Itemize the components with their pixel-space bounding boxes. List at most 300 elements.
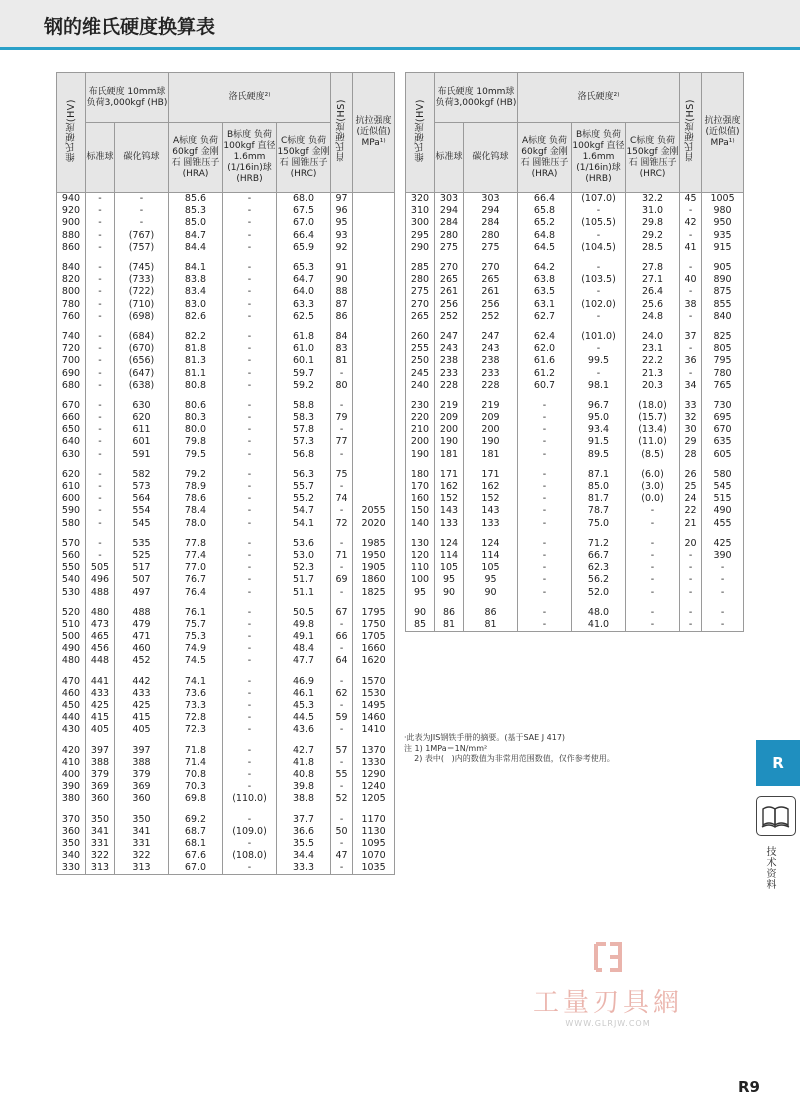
table-cell: 238 (464, 355, 518, 367)
table-cell: 390 (702, 550, 744, 562)
table-cell: - (518, 518, 572, 531)
cell-hv: 780 (57, 299, 86, 311)
table-cell: 425 (86, 700, 115, 712)
header-rockwell: 洛氏硬度²⁾ (169, 73, 331, 123)
table-cell: - (626, 530, 680, 550)
table-row (57, 299, 395, 311)
table-cell: - (223, 286, 277, 298)
table-cell: - (223, 757, 277, 769)
table-cell: 1570 (353, 668, 395, 688)
table-cell: 26.4 (626, 286, 680, 298)
table-row (57, 217, 395, 229)
table-cell: 535 (115, 530, 169, 550)
table-cell: 573 (115, 481, 169, 493)
table-cell: - (331, 781, 353, 793)
table-cell: 1860 (353, 574, 395, 586)
table-cell: - (331, 392, 353, 412)
table-cell: 74.5 (169, 655, 223, 668)
table-cell: 133 (464, 518, 518, 531)
table-cell: 313 (115, 862, 169, 875)
table-cell: 95 (331, 217, 353, 229)
table-cell: - (223, 242, 277, 255)
header-hs: 肖氏硬度(HS) (331, 73, 353, 193)
table-cell: 83.4 (169, 286, 223, 298)
table-cell: 95 (435, 574, 464, 586)
table-cell: 74 (331, 493, 353, 505)
table-cell: - (680, 205, 702, 217)
table-cell: 670 (702, 424, 744, 436)
table-row (57, 826, 395, 838)
cell-hv: 100 (406, 574, 435, 586)
table-cell: 52 (331, 793, 353, 806)
table-cell: 71.2 (572, 530, 626, 550)
table-cell: 1290 (353, 769, 395, 781)
table-cell: - (518, 461, 572, 481)
table-cell: (647) (115, 367, 169, 379)
table-cell: 1795 (353, 599, 395, 619)
table-cell: 38 (680, 299, 702, 311)
table-cell: 57.3 (277, 436, 331, 448)
table-row (406, 449, 744, 462)
table-cell: 388 (115, 757, 169, 769)
table-cell: 82.2 (169, 323, 223, 343)
table-cell: 152 (435, 493, 464, 505)
cell-hv: 440 (57, 712, 86, 724)
table-row (406, 323, 744, 343)
cell-hv: 580 (57, 518, 86, 531)
table-cell: - (626, 586, 680, 599)
table-cell: 114 (464, 550, 518, 562)
table-cell: - (86, 286, 115, 298)
table-cell: 441 (86, 668, 115, 688)
table-row (406, 619, 744, 632)
table-cell: 79.8 (169, 436, 223, 448)
table-cell: 29.2 (626, 230, 680, 242)
table-cell: - (572, 367, 626, 379)
cell-hv: 420 (57, 737, 86, 757)
table-row (57, 586, 395, 599)
cell-hv: 400 (57, 769, 86, 781)
table-cell: 34 (680, 380, 702, 393)
table-cell: - (223, 323, 277, 343)
table-cell: 95.0 (572, 412, 626, 424)
table-cell: 63.1 (518, 299, 572, 311)
table-cell: - (223, 436, 277, 448)
table-cell: 84.7 (169, 230, 223, 242)
section-tab[interactable]: R (756, 740, 800, 786)
table-row (57, 493, 395, 505)
table-cell: 190 (464, 436, 518, 448)
table-row (406, 193, 744, 206)
table-cell: (767) (115, 230, 169, 242)
cell-hv: 90 (406, 599, 435, 619)
table-cell: - (518, 530, 572, 550)
table-cell: - (518, 562, 572, 574)
table-cell: - (626, 518, 680, 531)
table-cell: (670) (115, 343, 169, 355)
watermark-brand: 工量刃具網 (532, 988, 683, 1018)
table-cell: - (86, 424, 115, 436)
table-cell: - (680, 574, 702, 586)
table-cell: 50.5 (277, 599, 331, 619)
table-cell: 86 (435, 599, 464, 619)
table-cell: - (331, 724, 353, 737)
table-cell: - (223, 550, 277, 562)
table-cell: 56.8 (277, 449, 331, 462)
cell-hv: 350 (57, 838, 86, 850)
table-cell: 780 (702, 367, 744, 379)
cell-hv: 260 (406, 323, 435, 343)
table-cell: (6.0) (626, 461, 680, 481)
table-cell: 93 (331, 230, 353, 242)
cell-hv: 500 (57, 631, 86, 643)
table-row (57, 862, 395, 875)
table-row (406, 311, 744, 324)
table-cell: 20 (680, 530, 702, 550)
table-cell: (15.7) (626, 412, 680, 424)
table-cell: - (223, 299, 277, 311)
table-cell: (104.5) (572, 242, 626, 255)
table-cell: 81 (464, 619, 518, 632)
table-cell: (107.0) (572, 193, 626, 206)
table-cell: - (115, 193, 169, 206)
table-cell: - (86, 392, 115, 412)
table-cell: 171 (435, 461, 464, 481)
table-cell: 61.8 (277, 323, 331, 343)
cell-hv: 470 (57, 668, 86, 688)
table-cell: 79 (331, 412, 353, 424)
page-number: R9 (738, 1078, 760, 1096)
table-cell: 81 (435, 619, 464, 632)
hardness-table-right (405, 72, 744, 632)
table-cell: - (702, 586, 744, 599)
table-row (406, 343, 744, 355)
header-hv: 维氏硬度(HV) (406, 73, 435, 193)
table-cell: 97 (331, 193, 353, 206)
table-cell: - (86, 518, 115, 531)
table-cell: - (223, 412, 277, 424)
table-cell: - (331, 481, 353, 493)
table-cell: - (680, 286, 702, 298)
table-cell: - (518, 619, 572, 632)
header-hrb: B标度 负荷100kgf 直径1.6mm (1/16in)球 (HRB) (223, 123, 277, 193)
table-cell: 228 (435, 380, 464, 393)
table-cell: 33 (680, 392, 702, 412)
table-cell: 397 (115, 737, 169, 757)
table-cell: (18.0) (626, 392, 680, 412)
cell-hv: 245 (406, 367, 435, 379)
table-cell: 48.4 (277, 643, 331, 655)
table-cell: 456 (86, 643, 115, 655)
table-cell: - (86, 205, 115, 217)
table-row (57, 367, 395, 379)
cell-hv: 285 (406, 254, 435, 274)
table-cell: 233 (435, 367, 464, 379)
table-cell: 284 (435, 217, 464, 229)
table-cell: 1705 (353, 631, 395, 643)
section-label: 技术资料 (764, 846, 775, 890)
table-cell: 405 (86, 724, 115, 737)
table-cell (353, 493, 395, 505)
table-cell: 62.7 (518, 311, 572, 324)
table-cell: - (518, 412, 572, 424)
table-cell: 77 (331, 436, 353, 448)
table-cell: 284 (464, 217, 518, 229)
table-cell (353, 217, 395, 229)
cell-hv: 85 (406, 619, 435, 632)
table-cell: 61.0 (277, 343, 331, 355)
table-cell: - (680, 599, 702, 619)
table-cell: 1095 (353, 838, 395, 850)
cell-hv: 280 (406, 274, 435, 286)
table-cell: 32 (680, 412, 702, 424)
table-cell: - (518, 392, 572, 412)
table-cell: 22 (680, 505, 702, 517)
table-cell: 1410 (353, 724, 395, 737)
table-row (406, 217, 744, 229)
header-hv: 维氏硬度(HV) (57, 73, 86, 193)
table-cell: 1750 (353, 619, 395, 631)
table-cell (353, 205, 395, 217)
cell-hv: 530 (57, 586, 86, 599)
table-cell (353, 449, 395, 462)
table-cell: 79.2 (169, 461, 223, 481)
table-cell: - (572, 230, 626, 242)
table-cell: 43.6 (277, 724, 331, 737)
table-cell: - (680, 562, 702, 574)
table-cell: (101.0) (572, 323, 626, 343)
header-brinell: 布氏硬度 10mm球 负荷3,000kgf (HB) (435, 73, 518, 123)
table-cell: - (680, 254, 702, 274)
table-row (406, 392, 744, 412)
table-row (57, 688, 395, 700)
table-cell: 448 (86, 655, 115, 668)
table-cell: 24.0 (626, 323, 680, 343)
table-row (406, 412, 744, 424)
table-cell: 27.8 (626, 254, 680, 274)
cell-hv: 590 (57, 505, 86, 517)
table-cell: 61.2 (518, 367, 572, 379)
table-cell: 65.3 (277, 254, 331, 274)
table-cell: - (223, 769, 277, 781)
cell-hv: 180 (406, 461, 435, 481)
table-cell: 68.0 (277, 193, 331, 206)
cell-hv: 560 (57, 550, 86, 562)
table-cell (353, 481, 395, 493)
table-row (406, 586, 744, 599)
footnotes (404, 733, 794, 765)
cell-hv: 380 (57, 793, 86, 806)
header-hs: 肖氏硬度(HS) (680, 73, 702, 193)
table-cell: 75.3 (169, 631, 223, 643)
table-cell: - (572, 311, 626, 324)
table-cell: 38.8 (277, 793, 331, 806)
table-cell: 76.4 (169, 586, 223, 599)
table-cell: 840 (702, 311, 744, 324)
table-cell: 471 (115, 631, 169, 643)
table-cell: 935 (702, 230, 744, 242)
table-cell: - (626, 505, 680, 517)
table-row (406, 205, 744, 217)
table-cell: - (86, 367, 115, 379)
table-cell: 59.7 (277, 367, 331, 379)
table-cell: 582 (115, 461, 169, 481)
table-cell: 620 (115, 412, 169, 424)
table-cell (353, 461, 395, 481)
table-cell: - (86, 550, 115, 562)
table-cell: 41.8 (277, 757, 331, 769)
table-row (57, 712, 395, 724)
header-hra: A标度 负荷60kgf 金刚石 圆锥压子 (HRA) (518, 123, 572, 193)
cell-hv: 450 (57, 700, 86, 712)
book-icon (756, 796, 796, 836)
header-carbide-ball: 碳化钨球 (464, 123, 518, 193)
table-cell: 75.7 (169, 619, 223, 631)
table-cell: 369 (86, 781, 115, 793)
table-cell: 2055 (353, 505, 395, 517)
table-cell: 68.1 (169, 838, 223, 850)
table-cell (353, 424, 395, 436)
table-cell: - (223, 562, 277, 574)
table-row (57, 193, 395, 206)
table-cell: (8.5) (626, 449, 680, 462)
table-row (406, 254, 744, 274)
table-cell: 554 (115, 505, 169, 517)
cell-hv: 680 (57, 380, 86, 393)
table-cell: 379 (86, 769, 115, 781)
table-cell: 86 (331, 311, 353, 324)
table-cell: 181 (435, 449, 464, 462)
table-cell: - (331, 806, 353, 826)
table-cell: - (331, 643, 353, 655)
footnote-line: 2) 表中( )内的数值为非常用范围数值，仅作参考使用。 (404, 754, 615, 763)
table-cell: (108.0) (223, 850, 277, 862)
table-cell: 64.8 (518, 230, 572, 242)
table-cell: (733) (115, 274, 169, 286)
table-cell: - (702, 574, 744, 586)
table-cell: 415 (86, 712, 115, 724)
table-row (57, 562, 395, 574)
table-cell: 33.3 (277, 862, 331, 875)
table-cell: 488 (115, 599, 169, 619)
table-cell: 611 (115, 424, 169, 436)
table-cell: - (518, 586, 572, 599)
table-cell: 795 (702, 355, 744, 367)
table-cell: 57 (331, 737, 353, 757)
table-cell (353, 242, 395, 255)
table-cell: 181 (464, 449, 518, 462)
table-cell: 21.3 (626, 367, 680, 379)
table-row (57, 323, 395, 343)
table-cell (353, 412, 395, 424)
table-row (57, 806, 395, 826)
table-cell: (757) (115, 242, 169, 255)
table-cell: 209 (435, 412, 464, 424)
header-hrc: C标度 负荷150kgf 金刚石 圆锥压子 (HRC) (626, 123, 680, 193)
table-cell: 405 (115, 724, 169, 737)
table-cell: - (86, 493, 115, 505)
table-cell: 143 (464, 505, 518, 517)
table-cell: 51.7 (277, 574, 331, 586)
table-cell: - (680, 230, 702, 242)
table-cell: 765 (702, 380, 744, 393)
table-cell (353, 392, 395, 412)
cell-hv: 150 (406, 505, 435, 517)
table-cell: 322 (86, 850, 115, 862)
table-cell: 505 (86, 562, 115, 574)
table-cell: 28 (680, 449, 702, 462)
table-cell: 62.5 (277, 311, 331, 324)
table-cell: 95 (464, 574, 518, 586)
table-row (57, 668, 395, 688)
table-cell: 294 (435, 205, 464, 217)
table-cell: - (331, 530, 353, 550)
table-row (57, 449, 395, 462)
table-cell: 219 (464, 392, 518, 412)
watermark (528, 940, 688, 1028)
table-cell: 580 (702, 461, 744, 481)
table-cell: 890 (702, 274, 744, 286)
table-cell: 1070 (353, 850, 395, 862)
table-cell: - (331, 424, 353, 436)
cell-hv: 660 (57, 412, 86, 424)
table-cell: 80.0 (169, 424, 223, 436)
table-cell: 75.0 (572, 518, 626, 531)
table-cell: 74.1 (169, 668, 223, 688)
table-cell: 341 (115, 826, 169, 838)
table-cell (353, 311, 395, 324)
table-cell: - (86, 217, 115, 229)
table-cell: 243 (464, 343, 518, 355)
table-cell (353, 367, 395, 379)
table-cell: - (223, 862, 277, 875)
table-cell: 83.0 (169, 299, 223, 311)
table-cell: - (223, 643, 277, 655)
table-cell: - (223, 724, 277, 737)
table-cell: (684) (115, 323, 169, 343)
table-cell: 90 (435, 586, 464, 599)
table-cell: 76.7 (169, 574, 223, 586)
table-cell: - (223, 599, 277, 619)
table-cell: 84 (331, 323, 353, 343)
table-cell: - (223, 311, 277, 324)
table-cell: 82.6 (169, 311, 223, 324)
cell-hv: 900 (57, 217, 86, 229)
cell-hv: 255 (406, 343, 435, 355)
table-row (406, 230, 744, 242)
table-cell: - (223, 193, 277, 206)
cell-hv: 740 (57, 323, 86, 343)
table-cell (353, 343, 395, 355)
table-cell: 85.0 (572, 481, 626, 493)
table-cell: 34.4 (277, 850, 331, 862)
table-row (57, 769, 395, 781)
table-cell: 397 (86, 737, 115, 757)
table-cell: 63.8 (518, 274, 572, 286)
table-cell: 74.9 (169, 643, 223, 655)
table-cell: 24 (680, 493, 702, 505)
table-cell: 78.0 (169, 518, 223, 531)
table-cell: 605 (702, 449, 744, 462)
table-row (57, 530, 395, 550)
table-row (57, 757, 395, 769)
table-cell: 65.2 (518, 217, 572, 229)
table-cell: - (223, 274, 277, 286)
table-cell: 875 (702, 286, 744, 298)
table-cell: 81.8 (169, 343, 223, 355)
table-cell: - (115, 205, 169, 217)
table-row (57, 599, 395, 619)
